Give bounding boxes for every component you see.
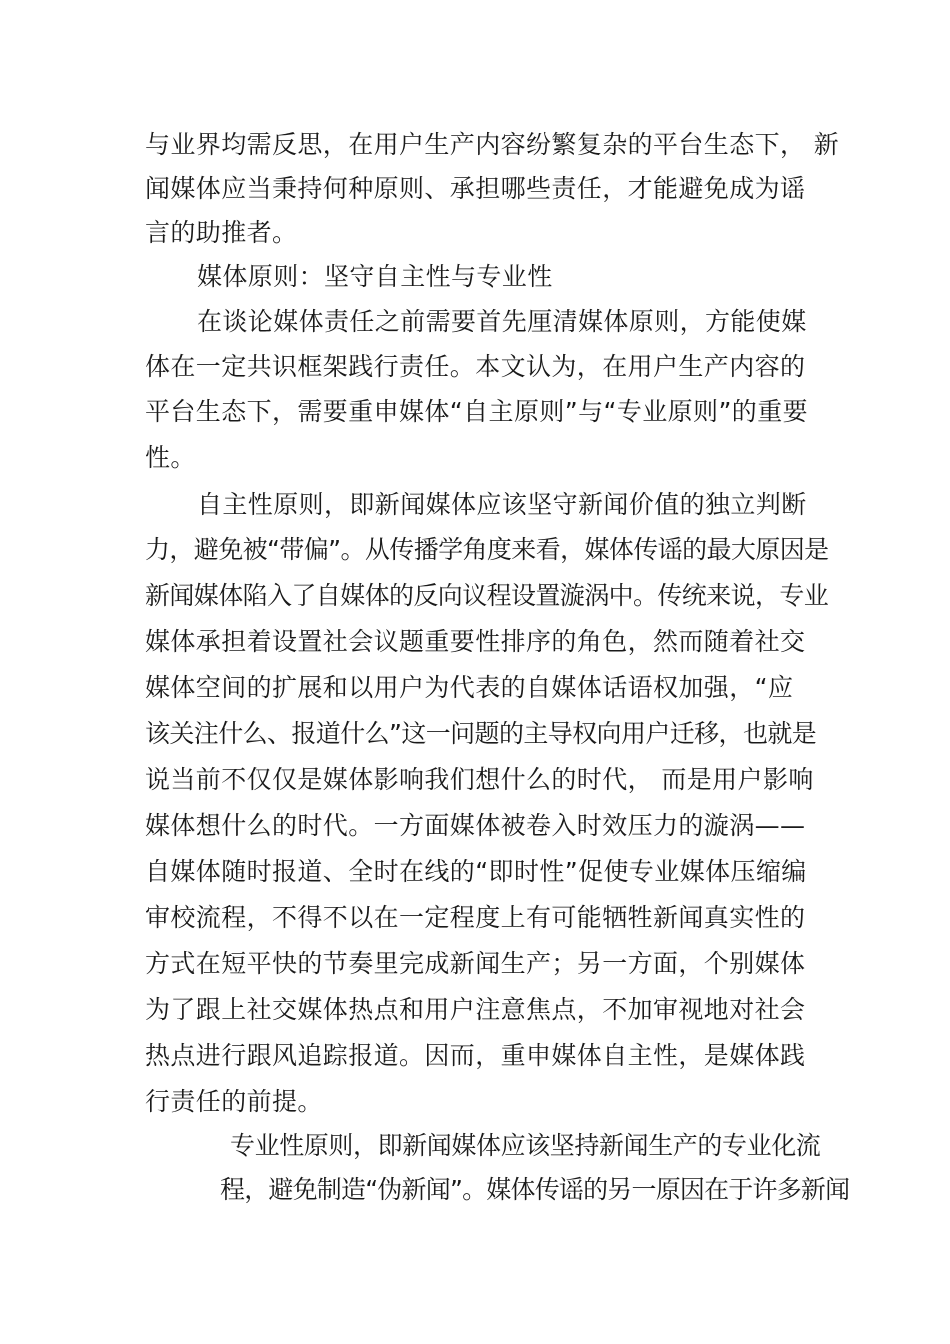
paragraph-line: 力，避免被“带偏”。从传播学角度来看，媒体传谣的最大原因是 bbox=[145, 535, 829, 564]
paragraph-line: 性。 bbox=[145, 443, 196, 472]
paragraph-line: 与业界均需反思，在用户生产内容纷繁复杂的平台生态下， 新 bbox=[145, 130, 840, 159]
paragraph-line: 方式在短平快的节奏里完成新闻生产；另一方面，个别媒体 bbox=[145, 949, 806, 978]
paragraph-line: 程，避免制造“伪新闻”。媒体传谣的另一原因在于许多新闻 bbox=[220, 1175, 850, 1204]
paragraph-line: 闻媒体应当秉持何种原则、承担哪些责任，才能避免成为谣 bbox=[145, 174, 806, 203]
paragraph-line: 自媒体随时报道、全时在线的“即时性”促使专业媒体压缩编 bbox=[145, 857, 807, 886]
paragraph-line: 自主性原则，即新闻媒体应该坚守新闻价值的独立判断 bbox=[197, 490, 807, 519]
paragraph-line: 媒体想什么的时代。一方面媒体被卷入时效压力的漩涡—— bbox=[145, 811, 806, 840]
paragraph-line: 该关注什么、报道什么”这一问题的主导权向用户迁移，也就是 bbox=[145, 719, 817, 748]
paragraph-line: 平台生态下，需要重申媒体“自主原则”与“专业原则”的重要 bbox=[145, 397, 809, 426]
paragraph-line: 说当前不仅仅是媒体影响我们想什么的时代， 而是用户影响 bbox=[145, 765, 814, 794]
paragraph-line: 媒体空间的扩展和以用户为代表的自媒体话语权加强，“应 bbox=[145, 673, 794, 702]
paragraph-line: 在谈论媒体责任之前需要首先厘清媒体原则，方能使媒 bbox=[197, 307, 807, 336]
paragraph-line: 审校流程，不得不以在一定程度上有可能牺牲新闻真实性的 bbox=[145, 903, 806, 932]
paragraph-line: 为了跟上社交媒体热点和用户注意焦点，不加审视地对社会 bbox=[145, 995, 806, 1024]
paragraph-line: 新闻媒体陷入了自媒体的反向议程设置漩涡中。传统来说，专业 bbox=[145, 581, 829, 610]
paragraph-line: 专业性原则，即新闻媒体应该坚持新闻生产的专业化流 bbox=[230, 1131, 821, 1160]
paragraph-line: 言的助推者。 bbox=[145, 218, 298, 247]
paragraph-line: 行责任的前提。 bbox=[145, 1087, 323, 1116]
paragraph-line: 热点进行跟风追踪报道。因而，重申媒体自主性，是媒体践 bbox=[145, 1041, 806, 1070]
paragraph-line: 体在一定共识框架践行责任。本文认为，在用户生产内容的 bbox=[145, 352, 806, 381]
section-heading: 媒体原则：坚守自主性与专业性 bbox=[197, 262, 553, 291]
paragraph-line: 媒体承担着设置社会议题重要性排序的角色，然而随着社交 bbox=[145, 627, 806, 656]
